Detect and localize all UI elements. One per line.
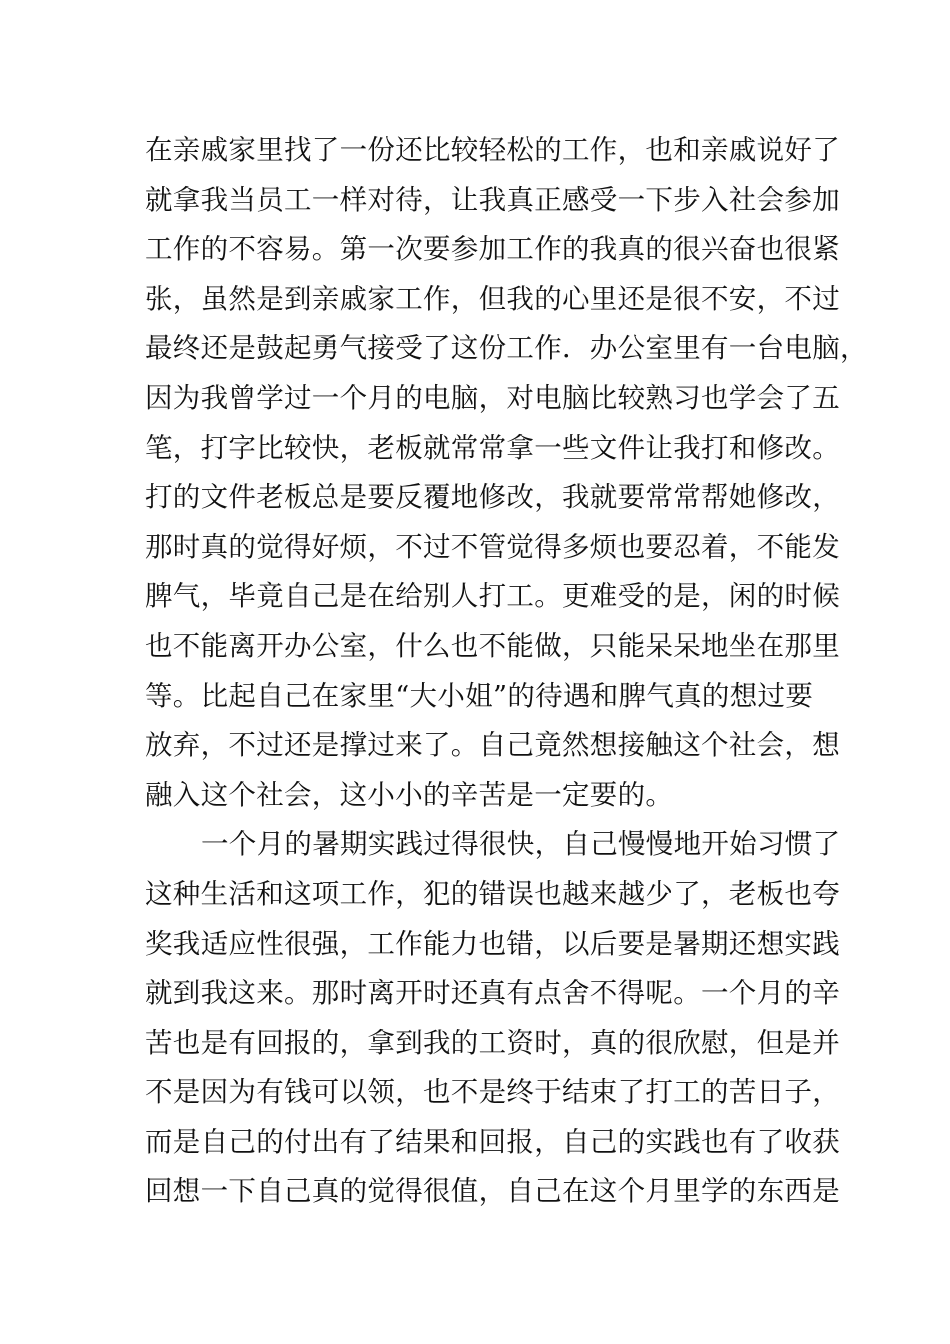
text-line: 笔，打字比较快，老板就常常拿一些文件让我打和修改。 [145,431,840,464]
text-line: 就拿我当员工一样对待，让我真正感受一下步入社会参加 [145,183,840,216]
text-line: 张，虽然是到亲戚家工作，但我的心里还是很不安，不过 [145,282,840,315]
text-line: 融入这个社会，这小小的辛苦是一定要的。 [145,778,674,811]
text-line: 最终还是鼓起勇气接受了这份工作．办公室里有一台电脑， [145,332,868,365]
text-line: 苦也是有回报的，拿到我的工资时，真的很欣慰，但是并 [145,1026,840,1059]
text-line: 因为我曾学过一个月的电脑，对电脑比较熟习也学会了五 [145,381,840,414]
text-line: 就到我这来。那时离开时还真有点舍不得呢。一个月的辛 [145,977,840,1010]
text-line: 打的文件老板总是要反覆地修改，我就要常常帮她修改， [145,481,840,514]
text-line: 回想一下自己真的觉得很值，自己在这个月里学的东西是 [145,1175,840,1208]
text-line: 放弃，不过还是撑过来了。自己竟然想接触这个社会，想 [145,729,840,762]
text-line: 在亲戚家里找了一份还比较轻松的工作，也和亲戚说好了 [145,134,840,166]
text-line: 这种生活和这项工作，犯的错误也越来越少了，老板也夸 [145,877,840,910]
text-line: 而是自己的付出有了结果和回报，自己的实践也有了收获 [145,1125,840,1158]
text-line: 奖我适应性很强，工作能力也错，以后要是暑期还想实践 [145,927,840,960]
text-line: 那时真的觉得好烦，不过不管觉得多烦也要忍着，不能发 [145,530,840,563]
text-line: 等。比起自己在家里“大小姐”的待遇和脾气真的想过要 [145,679,814,712]
paragraph-first-line: 一个月的暑期实践过得很快，自己慢慢地开始习惯了 [201,828,841,861]
text-line: 不是因为有钱可以领，也不是终于结束了打工的苦日子， [145,1076,840,1109]
text-line: 工作的不容易。第一次要参加工作的我真的很兴奋也很紧 [145,233,840,266]
text-line: 也不能离开办公室，什么也不能做，只能呆呆地坐在那里 [145,629,840,662]
body-text [145,126,868,1217]
text-line: 脾气，毕竟自己是在给别人打工。更难受的是，闲的时候 [145,580,840,613]
